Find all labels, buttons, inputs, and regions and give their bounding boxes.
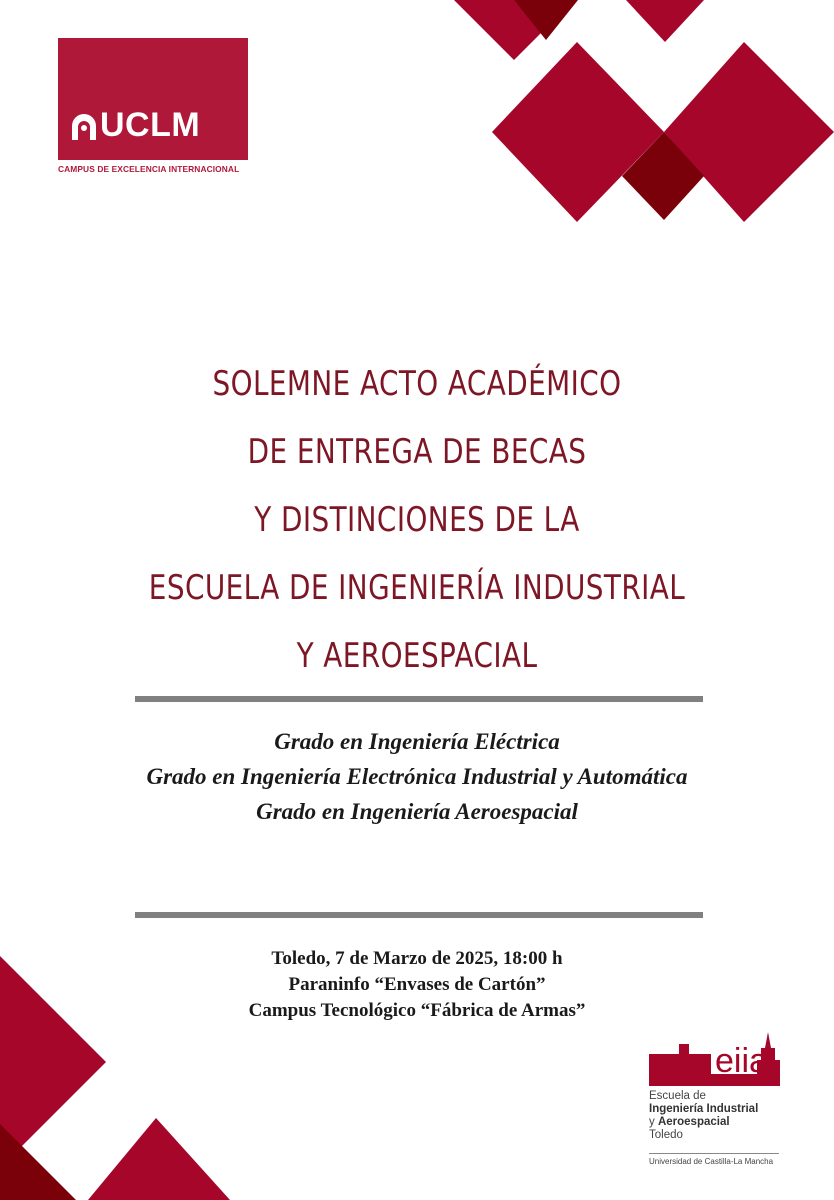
degree-item: Grado en Ingeniería Aeroespacial (256, 799, 578, 824)
eiia-logo-text (649, 1090, 789, 1142)
title-line: Y DISTINCIONES DE LA (254, 500, 580, 540)
degree-item: Grado en Ingeniería Eléctrica (274, 729, 560, 754)
eiia-divider (649, 1153, 779, 1154)
uclm-logo-word: UCLM (100, 106, 201, 144)
eiia-word: eiia (715, 1042, 768, 1080)
title-line: DE ENTREGA DE BECAS (247, 432, 587, 472)
diamond-mid-left (492, 42, 664, 222)
eiia-line2: Ingeniería Industrial (649, 1103, 759, 1115)
eiia-line1: Escuela de (649, 1090, 706, 1102)
event-venue: Paraninfo “Envases de Cartón” (288, 974, 546, 995)
eiia-logo-mark (649, 1030, 784, 1086)
event-campus: Campus Tecnológico “Fábrica de Armas” (248, 1000, 586, 1021)
divider-bottom (135, 912, 703, 918)
uclm-tagline: CAMPUS DE EXCELENCIA INTERNACIONAL (58, 164, 240, 174)
diamond-bottom-1 (0, 956, 106, 1168)
eiia-university: Universidad de Castilla-La Mancha (649, 1157, 774, 1166)
title-line: Y AEROESPACIAL (296, 636, 538, 676)
diamond-mid-right (664, 42, 834, 222)
degree-item: Grado en Ingeniería Electrónica Industrial y Automática (146, 764, 688, 789)
event-info (100, 946, 734, 1024)
title-line: SOLEMNE ACTO ACADÉMICO (212, 364, 622, 404)
diamond-bottom-2 (0, 1124, 76, 1200)
eiia-line3-bold: Aeroespacial (657, 1116, 730, 1128)
divider-top (135, 696, 703, 702)
title-line: ESCUELA DE INGENIERÍA INDUSTRIAL (148, 568, 686, 608)
uclm-emblem-icon (70, 112, 98, 142)
eiia-line4: Toledo (649, 1129, 683, 1141)
event-title (124, 350, 709, 690)
degrees-list (100, 728, 734, 833)
event-date: Toledo, 7 de Marzo de 2025, 18:00 h (271, 948, 563, 969)
eiia-line3-prefix: y (649, 1116, 658, 1128)
diamond-bottom-3 (88, 1118, 230, 1200)
diamond-top-3 (626, 0, 704, 42)
